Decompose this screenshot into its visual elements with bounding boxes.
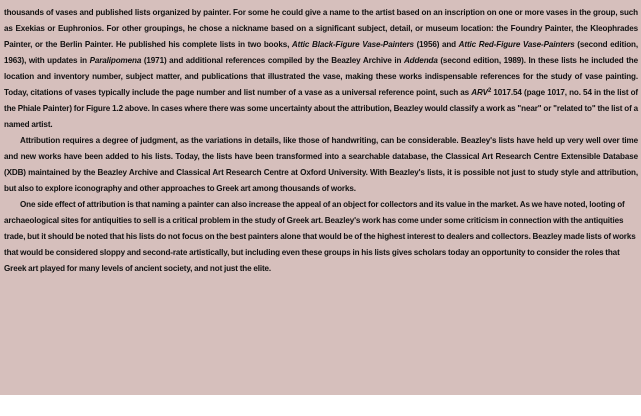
paragraph-1-text-3: (second edition, 1963), with updates in xyxy=(4,40,638,65)
book-title-paralipomena: Paralipomena xyxy=(89,56,142,65)
citation-arv-superscript: 2 xyxy=(487,88,492,94)
paragraph-2 xyxy=(4,133,638,197)
citation-arv: ARV xyxy=(471,88,488,97)
book-title-addenda: Addenda xyxy=(403,56,438,65)
paragraph-1-text-6: 1017.54 (page 1017, no. 54 in the list of the Phiale Painter) for Figure 1.2 above. In cases where there was some uncertainty about the attribution, Beazley would classify a work as "near" or "related to" the list of a named artist. xyxy=(4,88,639,129)
paragraph-1-text-1: thousands of vases and published lists organized by painter. For some he could give a name to the artist based on an inscription on one or more vases in the group, such as Exekias or Euphronios. For other groupings, he chose a nickname based on a significant subject, detail, or museum location: the Foundry Painter, the Kleophrades Painter, or the Berlin Painter. He published his complete lists in two books, xyxy=(4,8,638,49)
book-title-attic-black-figure: Attic Black-Figure Vase-Painters xyxy=(291,40,414,49)
paragraph-1-text-4: (1971) and additional references compiled by the Beazley Archive in xyxy=(141,56,404,65)
paragraph-3-text: One side effect of attribution is that naming a painter can also increase the appeal of an object for collectors and its value in the market. As we have noted, looting of archaeological sites for antiquities to sell is a critical problem in the study of Greek art. Beazley's work has come under some criticism in connection with the antiquities trade, but it should be noted that his lists do not focus on the best painters alone that would be of the highest interest to dealers and collectors. Beazley made lists of works that would be considered sloppy and second-rate artistically, but including even these groups in his lists gives scholars today an opportunity to consider the roles that Greek art played for many levels of ancient society, and not just the elite. xyxy=(4,200,636,273)
book-title-attic-red-figure: Attic Red-Figure Vase-Painters xyxy=(458,40,575,49)
paragraph-1 xyxy=(4,5,638,133)
paragraph-1-text-2: (1956) and xyxy=(413,40,459,49)
paragraph-2-text: Attribution requires a degree of judgment, as the variations in details, like those of handwriting, can be considerable. Beazley's lists have held up very well over time and new works have been added to his lists. Today, the lists have been transformed into a searchable database, the Classical Art Research Centre Extensible Database (XDB) maintained by the Beazley Archive and Classical Art Research Centre at Oxford University. With Beazley's lists, it is possible not just to study style and attribution, but also to explore iconography and other approaches to Greek art among thousands of works. xyxy=(4,136,638,193)
paragraph-3 xyxy=(4,197,638,277)
paragraph-1-text-5: (second edition, 1989). In these lists he included the location and inventory number, subject matter, and publications that illustrated the vase, making these works indispensable references for the study of vase painting. Today, citations of vases typically include the page number and list number of a vase as a universal reference point, such as xyxy=(4,56,638,97)
